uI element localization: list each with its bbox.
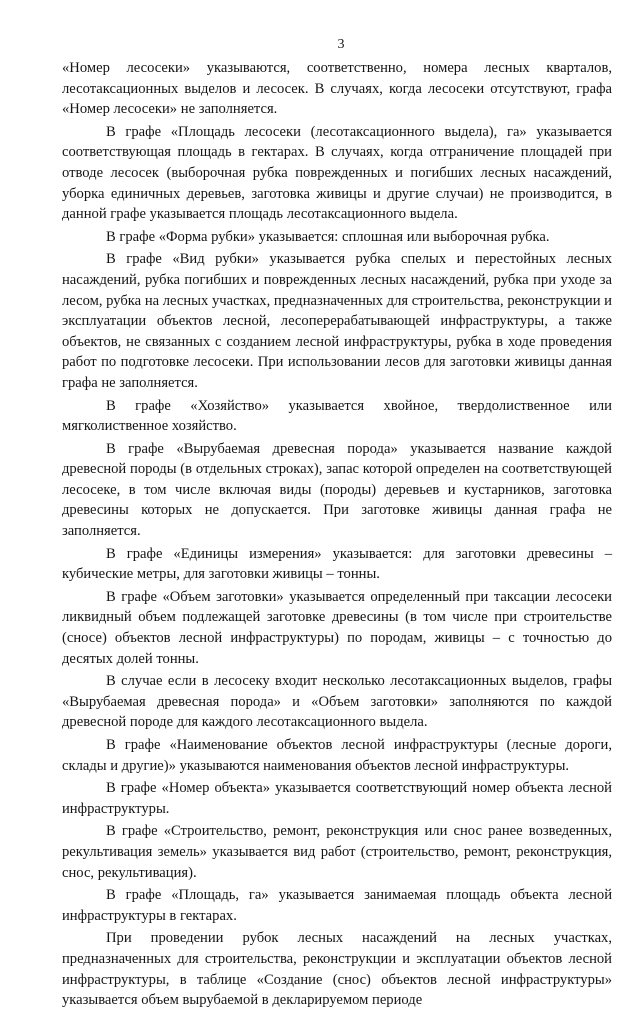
paragraph-2: В графе «Площадь лесосеки (лесотаксационного выдела), га» указывается соответствующая площадь в гектарах. В случаях, когда отграничение площадей при отводе лесосек (выборочная рубка поврежденных и погибших лесных насаждений, уборка единичных деревьев, заготовка живицы и другие случаи) не производится, в данной графе указывается площадь лесотаксационного выдела. xyxy=(62,123,612,223)
paragraph-5: В графе «Хозяйство» указывается хвойное, твердолиственное или мягколиственное хозяйство. xyxy=(62,397,612,435)
paragraph-11: В графе «Номер объекта» указывается соответствующий номер объекта лесной инфраструктуры. xyxy=(62,780,612,817)
paragraph-8: В графе «Объем заготовки» указывается определенный при таксации лесосеки ликвидный объем подлежащей заготовке древесины (в том числе при строительстве (сносе) объектов лесной инфраструктуры) по породам, живицы – с точностью до десятых долей тонны. xyxy=(62,588,612,667)
paragraph-7: В графе «Единицы измерения» указывается: для заготовки древесины – кубические метры, для заготовки живицы – тонны. xyxy=(62,545,612,583)
paragraph-14: При проведении рубок лесных насаждений на лесных участках, предназначенных для строительства, реконструкции и эксплуатации объектов лесной инфраструктуры, в таблице «Создание (снос) объектов лесной инфраструктуры» указывается объем вырубаемой в декларируемом периоде xyxy=(62,930,612,1009)
paragraph-4: В графе «Вид рубки» указывается рубка спелых и перестойных лесных насаждений, рубка погибших и поврежденных лесных насаждений, рубка при уходе за лесом, рубка на лесных участках, предназначенных для строительства, реконструкции и эксплуатации объектов лесной, лесоперерабатывающей инфраструктуры, а также объектов, не связанных с созданием лесной инфраструктуры, рубка в ходе проведения работ по подготовке лесосеки. При использовании лесов для заготовки живицы данная графа не заполняется. xyxy=(62,251,612,391)
paragraph-6: В графе «Вырубаемая древесная порода» указывается название каждой древесной породы (в отдельных строках), запас которой определен на соответствующей лесосеке, в том числе включая виды (породы) деревьев и кустарников, заготовка древесины которых не допускается. При заготовке живицы данная графа не заполняется. xyxy=(62,440,612,540)
paragraph-13: В графе «Площадь, га» указывается занимаемая площадь объекта лесной инфраструктуры в гектарах. xyxy=(62,887,612,924)
paragraph-12: В графе «Строительство, ремонт, реконструкция или снос ранее возведенных, рекультивация земель» указывается вид работ (строительство, ремонт, реконструкция, снос, рекультивация). xyxy=(62,823,612,881)
paragraph-10: В графе «Наименование объектов лесной инфраструктуры (лесные дороги, склады и другие)» указываются наименования объектов лесной инфраструктуры. xyxy=(62,737,612,774)
body-text xyxy=(62,58,612,1011)
paragraph-1: «Номер лесосеки» указываются, соответственно, номера лесных кварталов, лесотаксационных выделов и лесосек. В случаях, когда лесосеки отсутствуют, графа «Номер лесосеки» не заполняется. xyxy=(62,60,612,118)
paragraph-9: В случае если в лесосеку входит несколько лесотаксационных выделов, графы «Вырубаемая древесная порода» и «Объем заготовки» заполняются по каждой древесной породе для каждого лесотаксационного выдела. xyxy=(62,673,612,731)
page-number: 3 xyxy=(337,37,345,52)
paragraph-3: В графе «Форма рубки» указывается: сплошная или выборочная рубка. xyxy=(106,228,550,245)
